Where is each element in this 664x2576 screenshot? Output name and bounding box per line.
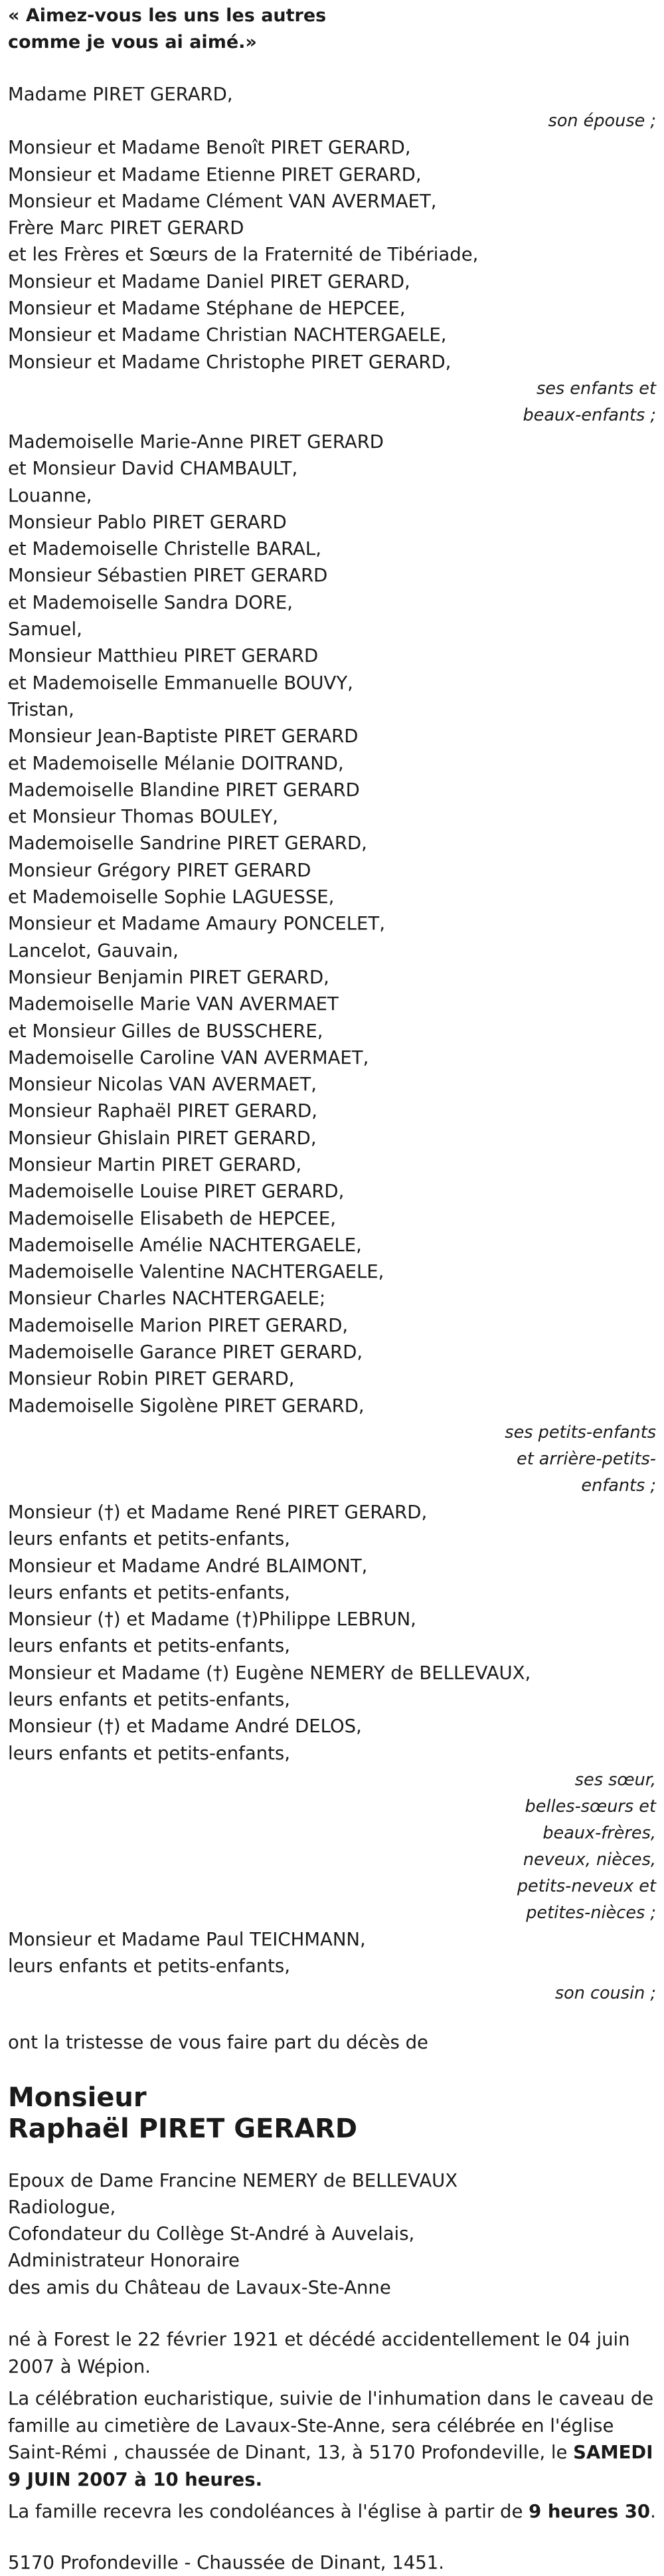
family-member-line: Monsieur et Madame Christian NACHTERGAELE, — [8, 322, 656, 348]
family-member-line: leurs enfants et petits-enfants, — [8, 1953, 656, 1979]
family-member-line: Monsieur Matthieu PIRET GERARD — [8, 643, 656, 669]
family-member-line: Frère Marc PIRET GERARD — [8, 215, 656, 241]
family-member-line: Monsieur et Madame Daniel PIRET GERARD, — [8, 268, 656, 295]
family-names — [8, 134, 656, 375]
relationship-line: son cousin ; — [8, 1980, 656, 2007]
family-member-line: Monsieur Benjamin PIRET GERARD, — [8, 964, 656, 991]
bible-quote — [8, 3, 656, 56]
condolences-end: . — [650, 2501, 656, 2522]
family-names — [8, 429, 656, 1419]
relationship-line: et arrière-petits- — [8, 1446, 656, 1472]
family-member-line: leurs enfants et petits-enfants, — [8, 1579, 656, 1606]
family-member-line: Tristan, — [8, 696, 656, 723]
family-member-line: Mademoiselle Marion PIRET GERARD, — [8, 1312, 656, 1339]
family-member-line: Mademoiselle Marie VAN AVERMAET — [8, 991, 656, 1017]
family-member-line: leurs enfants et petits-enfants, — [8, 1740, 656, 1767]
quote-line: comme je vous ai aimé.» — [8, 29, 656, 56]
family-member-line: Monsieur et Madame Etienne PIRET GERARD, — [8, 161, 656, 188]
family-member-line: Monsieur (†) et Madame André DELOS, — [8, 1713, 656, 1739]
relationship-line: neveux, nièces, — [8, 1846, 656, 1873]
relationship-line: enfants ; — [8, 1472, 656, 1499]
relationship-label — [8, 108, 656, 134]
family-group — [8, 134, 656, 429]
family-member-line: Monsieur (†) et Madame (†)Philippe LEBRUN, — [8, 1606, 656, 1633]
relationship-line: beaux-frères, — [8, 1820, 656, 1846]
condolences-time: 9 heures 30 — [529, 2501, 650, 2522]
quote-line: « Aimez-vous les uns les autres — [8, 3, 656, 29]
ceremony-body: La célébration eucharistique, suivie de l'inhumation dans le caveau de famille au cimetière de Lavaux-Ste-Anne, sera célébrée en l'église Saint-Rémi , chaussée de Dinant, 13, à 5170 Profondeville, le — [8, 2388, 653, 2463]
family-member-line: Madame PIRET GERARD, — [8, 81, 656, 108]
family-member-line: Mademoiselle Amélie NACHTERGAELE, — [8, 1232, 656, 1258]
family-member-line: Mademoiselle Valentine NACHTERGAELE, — [8, 1258, 656, 1285]
family-group — [8, 1499, 656, 1926]
family-names — [8, 81, 656, 108]
family-member-line: Monsieur Pablo PIRET GERARD — [8, 509, 656, 536]
address-text: 5170 Profondeville - Chaussée de Dinant, 1451. — [8, 2549, 656, 2576]
condolences-body: La famille recevra les condoléances à l'église à partir de — [8, 2501, 529, 2522]
family-member-line: Monsieur Charles NACHTERGAELE; — [8, 1285, 656, 1312]
deceased-details — [8, 2167, 656, 2301]
relationship-line: ses sœur, — [8, 1767, 656, 1793]
family-member-line: Mademoiselle Louise PIRET GERARD, — [8, 1178, 656, 1205]
family-member-line: Monsieur (†) et Madame René PIRET GERARD, — [8, 1499, 656, 1526]
family-member-line: Samuel, — [8, 616, 656, 643]
family-member-line: Monsieur Jean-Baptiste PIRET GERARD — [8, 723, 656, 749]
obituary-notice — [0, 3, 664, 2576]
condolences-text — [8, 2498, 656, 2526]
family-member-line: Mademoiselle Elisabeth de HEPCEE, — [8, 1205, 656, 1232]
family-member-line: Mademoiselle Caroline VAN AVERMAET, — [8, 1044, 656, 1071]
family-member-line: Monsieur et Madame Amaury PONCELET, — [8, 910, 656, 937]
family-member-line: et Mademoiselle Christelle BARAL, — [8, 536, 656, 562]
family-member-line: Monsieur Raphaël PIRET GERARD, — [8, 1098, 656, 1124]
relationship-label — [8, 1980, 656, 2007]
relationship-line: petites-nièces ; — [8, 1900, 656, 1926]
family-member-line: et Monsieur David CHAMBAULT, — [8, 455, 656, 482]
family-group — [8, 81, 656, 134]
family-member-line: Monsieur et Madame Clément VAN AVERMAET, — [8, 188, 656, 215]
detail-line: Epoux de Dame Francine NEMERY de BELLEVAUX — [8, 2167, 656, 2194]
detail-line: des amis du Château de Lavaux-Ste-Anne — [8, 2274, 656, 2301]
family-member-line: Mademoiselle Marie-Anne PIRET GERARD — [8, 429, 656, 455]
family-member-line: et Mademoiselle Emmanuelle BOUVY, — [8, 670, 656, 696]
family-names — [8, 1926, 656, 1980]
family-member-line: Monsieur et Madame Benoît PIRET GERARD, — [8, 134, 656, 161]
relationship-line: beaux-enfants ; — [8, 402, 656, 429]
family-member-line: et Monsieur Thomas BOULEY, — [8, 803, 656, 830]
relationship-line: ses petits-enfants — [8, 1419, 656, 1446]
family-member-line: leurs enfants et petits-enfants, — [8, 1686, 656, 1713]
family-member-line: Monsieur Robin PIRET GERARD, — [8, 1365, 656, 1392]
birth-death-text: né à Forest le 22 février 1921 et décédé accidentellement le 04 juin 2007 à Wépion. — [8, 2326, 656, 2380]
detail-line: Cofondateur du Collège St-André à Auvelais, — [8, 2221, 656, 2247]
announcement-text: ont la tristesse de vous faire part du décès de — [8, 2029, 656, 2056]
relationship-label — [8, 375, 656, 429]
family-member-line: Monsieur Ghislain PIRET GERARD, — [8, 1125, 656, 1151]
family-member-line: Monsieur Martin PIRET GERARD, — [8, 1151, 656, 1178]
family-member-line: Monsieur et Madame André BLAIMONT, — [8, 1553, 656, 1579]
relationship-label — [8, 1767, 656, 1926]
family-names — [8, 1499, 656, 1767]
family-member-line: leurs enfants et petits-enfants, — [8, 1526, 656, 1552]
detail-line: Radiologue, — [8, 2194, 656, 2221]
family-member-line: Louanne, — [8, 482, 656, 509]
family-member-line: Monsieur et Madame (†) Eugène NEMERY de BELLEVAUX, — [8, 1660, 656, 1686]
relationship-label — [8, 1419, 656, 1499]
family-list — [8, 81, 656, 2007]
deceased-title: Monsieur — [8, 2082, 656, 2114]
family-member-line: et Mademoiselle Sandra DORE, — [8, 589, 656, 616]
family-member-line: Monsieur et Madame Christophe PIRET GERARD, — [8, 349, 656, 375]
family-member-line: Mademoiselle Garance PIRET GERARD, — [8, 1339, 656, 1365]
relationship-line: ses enfants et — [8, 375, 656, 402]
relationship-line: son épouse ; — [8, 108, 656, 134]
family-member-line: Mademoiselle Blandine PIRET GERARD — [8, 777, 656, 803]
family-member-line: Monsieur et Madame Paul TEICHMANN, — [8, 1926, 656, 1953]
family-member-line: Monsieur et Madame Stéphane de HEPCEE, — [8, 295, 656, 322]
family-member-line: et Monsieur Gilles de BUSSCHERE, — [8, 1018, 656, 1044]
family-member-line: Mademoiselle Sandrine PIRET GERARD, — [8, 830, 656, 856]
family-member-line: et Mademoiselle Sophie LAGUESSE, — [8, 884, 656, 910]
family-member-line: Mademoiselle Sigolène PIRET GERARD, — [8, 1393, 656, 1419]
detail-line: Administrateur Honoraire — [8, 2247, 656, 2274]
ceremony-text — [8, 2385, 656, 2493]
family-member-line: Monsieur Nicolas VAN AVERMAET, — [8, 1071, 656, 1098]
family-group — [8, 1926, 656, 2007]
family-member-line: et les Frères et Sœurs de la Fraternité de Tibériade, — [8, 241, 656, 268]
family-member-line: et Mademoiselle Mélanie DOITRAND, — [8, 750, 656, 777]
family-member-line: Monsieur Grégory PIRET GERARD — [8, 857, 656, 884]
relationship-line: belles-sœurs et — [8, 1793, 656, 1820]
family-member-line: Monsieur Sébastien PIRET GERARD — [8, 562, 656, 589]
relationship-line: petits-neveux et — [8, 1873, 656, 1900]
deceased-name: Raphaël PIRET GERARD — [8, 2114, 656, 2145]
family-member-line: Lancelot, Gauvain, — [8, 938, 656, 964]
family-member-line: leurs enfants et petits-enfants, — [8, 1633, 656, 1659]
family-group — [8, 429, 656, 1499]
ceremony-date: SAMEDI 9 JUIN 2007 à 10 heures. — [8, 2442, 653, 2490]
